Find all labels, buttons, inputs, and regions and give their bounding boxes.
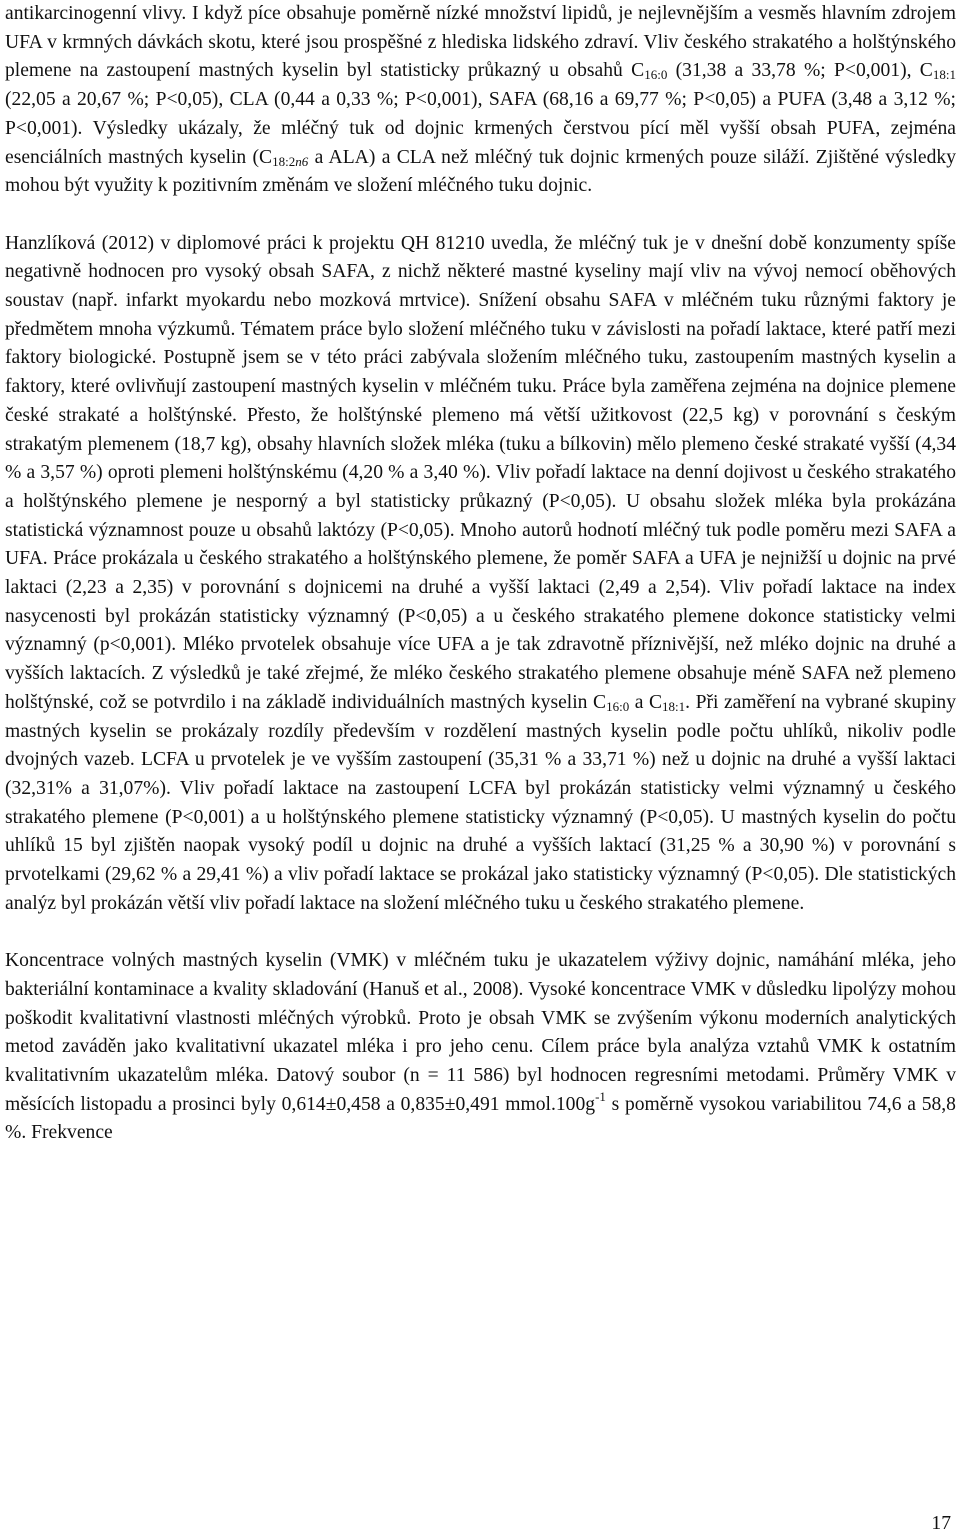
text-run: . Při zaměření na vybrané skupiny mastných kyselin se prokázaly rozdíly především v rozdělení mastných kyselin podle počtu uhlíků, nikoliv podle dvojných vazeb. LCFA u prvotelek je ve vyšším zastoupení (35,31 % a 33,71 %) než u dojnic na druhé a vyšší laktaci (32,31% a 31,07%). Vliv pořadí laktace na zastoupení LCFA byl prokázán statisticky velmi významný u českého strakatého plemene (P<0,001) a u holštýnského plemene statisticky významný (P<0,05). U mastných kyselin do počtu uhlíků 15 byl zjištěn naopak vysoký podíl u dojnic na druhé a vyšších laktací (31,25 % a 30,90 %) v porovnání s prvotelkami (29,62 % a 29,41 %) a vliv pořadí laktace se prokázal jako statisticky významný (P<0,05). Dle statistických analýz byl prokázán větší vliv pořadí laktace na složení mléčného tuku u českého strakatého plemene. <box>5 691 957 914</box>
paragraph-1 <box>5 0 956 201</box>
paragraph-3 <box>5 947 956 1148</box>
page-number: 17 <box>931 1513 951 1534</box>
text-run: a ALA) a CLA než mléčný tuk dojnic krmených pouze siláží. Zjištěné výsledky mohou být využity k pozitivním změnám ve složení mléčného tuku dojnic. <box>5 146 956 197</box>
page-body <box>5 0 956 1148</box>
paragraph-2 <box>5 230 956 919</box>
formula-index: 18:2 <box>272 153 296 169</box>
formula-index: 16:0 <box>644 67 668 83</box>
text-run: antikarcinogenní vlivy. I když píce obsahuje poměrně nízké množství lipidů, je nejlevnějším a vesměs hlavním zdrojem UFA v krmných dávkách skotu, které jsou prospěšné z hlediska lidského zdraví. Vliv českého strakatého a holštýnského plemene na zastoupení mastných kyselin byl statisticky průkazný u obsahů C <box>5 3 956 82</box>
text-run: s poměrně vysokou variabilitou 74,6 a 58,8 %. Frekvence <box>5 1093 956 1144</box>
formula-index: 18:1 <box>662 698 686 714</box>
formula-index: 16:0 <box>606 698 630 714</box>
text-run: (22,05 a 20,67 %; P<0,05), CLA (0,44 a 0,33 %; P<0,001), SAFA (68,16 a 69,77 %; P<0,05) a PUFA (3,48 a 3,12 %; P<0,001). Výsledky ukázaly, že mléčný tuk od dojnic krmených čerstvou pící měl vyšší obsah PUFA, zejména esenciálních mastných kyselin (C <box>5 89 956 168</box>
formula-index: 18:1 <box>932 67 956 83</box>
formula-index: n6 <box>295 153 309 169</box>
text-run: a C <box>629 691 663 713</box>
text-run: Hanzlíková (2012) v diplomové práci k projektu QH 81210 uvedla, že mléčný tuk je v dnešní době konzumenty spíše negativně hodnocen pro vysoký obsah SAFA, z nichž některé mastné kyseliny mají vliv na vývoj nemocí oběhových soustav (např. infarkt myokardu nebo mozková mrtvice). Snížení obsahu SAFA v mléčném tuku různými faktory je předmětem mnoha výzkumů. Tématem práce bylo složení mléčného tuku v závislosti na pořadí laktace, které patří mezi faktory biologické. Postupně jsem se v této práci zabývala složením mléčného tuku, zastoupením mastných kyselin a faktory, které ovlivňují zastoupení mastných kyselin v mléčném tuku. Práce byla zaměřena zejména na dojnice plemene české strakaté a holštýnské. Přesto, že holštýnské plemeno má větší užitkovost (22,5 kg) v porovnání s českým strakatým plemenem (18,7 kg), obsahy hlavních složek mléka (tuku a bílkovin) mělo plemeno české strakaté vyšší (4,34 % a 3,57 %) oproti plemeni holštýnskému (4,20 % a 3,40 %). Vliv pořadí laktace na denní dojivost u českého strakatého a holštýnského plemene je nesporný a byl statisticky průkazný (P<0,05). U obsahu složek mléka byla prokázána statistická významnost pouze u obsahů laktózy (P<0,05). Mnoho autorů hodnotí mléčný tuk podle poměru mezi SAFA a UFA. Práce prokázala u českého strakatého a holštýnského plemene, že poměr SAFA a UFA je nejnižší u dojnic na prvé laktaci (2,23 a 2,35) v porovnání s dojnicemi na druhé a vyšší laktaci (2,49 a 2,54). Vliv pořadí laktace na index nasycenosti byl prokázán statisticky významný (P<0,05) a u českého strakatého plemene dokonce statisticky velmi významný (p<0,001). Mléko prvotelek obsahuje více UFA a je tak zdravotně příznivější, než mléko dojnic na druhé a vyšších laktacích. Z výsledků je také zřejmé, že mléko českého strakatého plemene obsahuje méně SAFA než plemeno holštýnské, což se potvrdilo i na základě individuálních mastných kyselin C <box>5 232 956 713</box>
text-run: Koncentrace volných mastných kyselin (VMK) v mléčném tuku je ukazatelem výživy dojnic, namáhání mléka, jeho bakteriální kontaminace a kvality skladování (Hanuš et al., 2008). Vysoké koncentrace VMK v důsledku lipolýzy mohou poškodit kvalitativní vlastnosti mléčných výrobků. Proto je obsah VMK se zvýšením výkonu moderních analytických metod zaváděn jako kvalitativní ukazatel mléka i pro jeho cenu. Cílem práce byla analýza vztahů VMK k ostatním kvalitativním ukazatelům mléka. Datový soubor (n = 11 586) byl hodnocen regresními metodami. Průměry VMK v měsících listopadu a prosinci byly 0,614±0,458 a 0,835±0,491 mmol.100g <box>5 950 956 1115</box>
formula-index: -1 <box>595 1088 606 1104</box>
text-run: (31,38 a 33,78 %; P<0,001), C <box>667 60 933 82</box>
